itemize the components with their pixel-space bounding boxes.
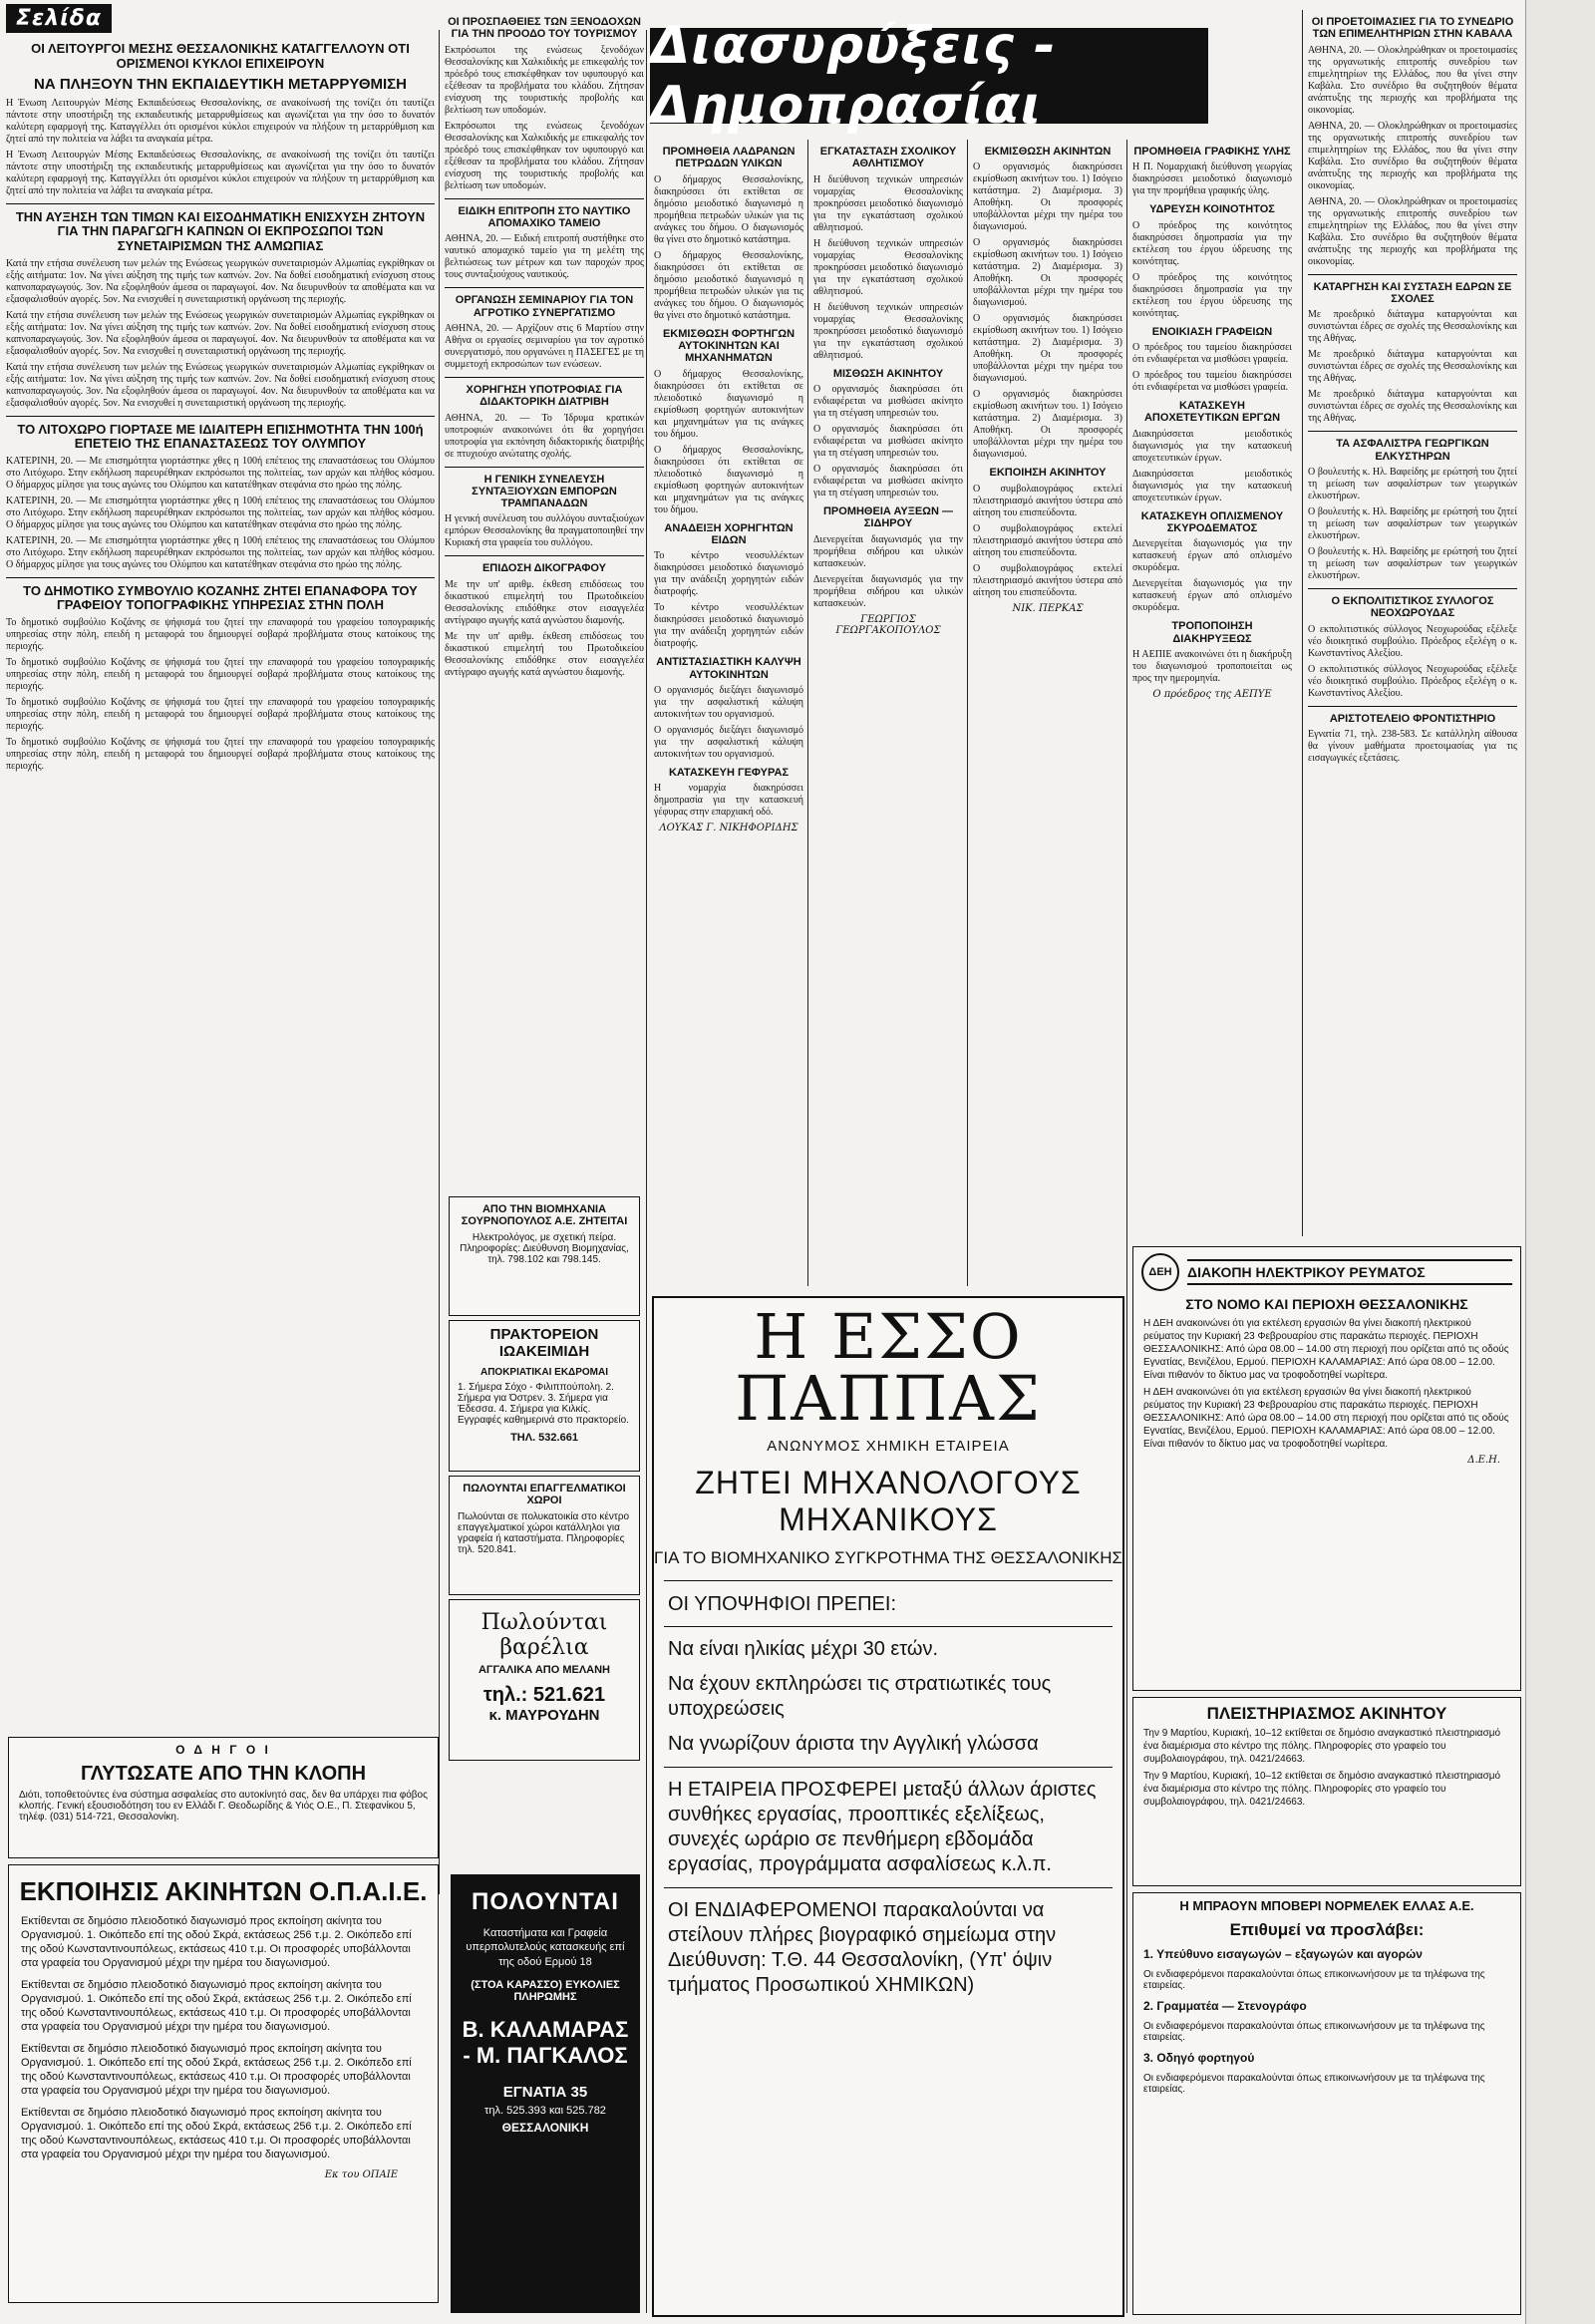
esso-offer: Η ΕΤΑΙΡΕΙΑ ΠΡΟΣΦΕΡΕΙ μεταξύ άλλων άριστες συνθήκες εργασίας, προοπτικές εξελίξεως, συνεχές ωράριο σε πενθήμερη εβδομάδα εργασίας, προγράμματα ασφαλίσεως κ.λ.π. xyxy=(668,1779,1097,1876)
esso-apply: ΟΙ ΕΝΔΙΑΦΕΡΟΜΕΝΟΙ παρακαλούνται να στείλουν πλήρες βιογραφικό σημείωμα στην Διεύθυνση: Τ.Θ. 44 Θεσσαλονίκη, (Υπ' όψιν τμήματος Προσωπικού ΧΗΜΙΚΩΝ) xyxy=(668,1899,1057,1997)
column-rule xyxy=(646,30,647,2313)
article-headline: Η ΓΕΝΙΚΗ ΣΥΝΕΛΕΥΣΗ ΣΥΝΤΑΞΙΟΥΧΩΝ ΕΜΠΟΡΩΝ ΤΡΑΜΠΑΝΑΔΩΝ xyxy=(472,473,617,510)
article-text: Εκπρόσωποι της ενώσεως ξενοδόχων Θεσσαλονίκης και Χαλκιδικής με επικεφαλής τον πρόεδρό τους επισκέφθηκαν τον υφυπουργό και εξέθεσαν τα προβλήματα του κλάδου. Ζήτησαν ενίσχυση της τουριστικής προβολής και βελτίωση των υποδομών. xyxy=(445,44,644,116)
article-headline: ΧΟΡΗΓΗΣΗ ΥΠΟΤΡΟΦΙΑΣ ΓΙΑ ΔΙΔΑΚΤΟΡΙΚΗ ΔΙΑΤΡΙΒΗ xyxy=(466,383,623,409)
esso-requirements-head: ΟΙ ΥΠΟΨΗΦΙΟΙ ΠΡΕΠΕΙ: xyxy=(668,1593,897,1616)
divider xyxy=(445,287,644,288)
column-rule xyxy=(967,140,968,1286)
article-text: ΚΑΤΕΡΙΝΗ, 20. — Με επισημότητα γιορτάστηκε χθες η 100ή επέτειος της επαναστάσεως του Ολύμπου στο Λιτόχωρο. Στην εκδήλωση παρευρέθηκαν εκπρόσωποι της πολιτείας, των αρχών και πλήθος κόσμου. Ο δήμαρχος μίλησε για τους αγώνες του Ολύμπου και κατατέθηκαν στεφάνια στο ηρώο της πόλης. xyxy=(6,534,435,570)
divider xyxy=(445,198,644,199)
deh-title: ΔΙΑΚΟΠΗ ΗΛΕΚΤΡΙΚΟΥ ΡΕΥΜΑΤΟΣ xyxy=(1187,1259,1512,1285)
esso-subtitle: ΑΝΩΝΥΜΟΣ ΧΗΜΙΚΗ ΕΤΑΙΡΕΙΑ xyxy=(767,1438,1010,1455)
esso-group: ΓΙΑ ΤΟ ΒΙΟΜΗΧΑΝΙΚΟ ΣΥΓΚΡΟΤΗΜΑ ΤΗΣ ΘΕΣΣΑΛΟΝΙΚΗΣ xyxy=(654,1548,1122,1567)
article-text: ΑΘΗΝΑ, 20. — Ειδική επιτροπή συστήθηκε στο ναυτικό απομαχικό ταμείο για τη μελέτη της βελτιώσεως των μέτρων και των παροχών προς τους συνταξιούχους ναυτικούς. xyxy=(445,233,644,281)
notice-opaie: ΕΚΠΟΙΗΣΙΣ ΑΚΙΝΗΤΩΝ Ο.Π.Α.Ι.Ε. Εκτίθενται σε δημόσιο πλειοδοτικό διαγωνισμό προς εκποίηση ακίνητα του Οργανισμού. 1. Οικόπεδο επί της οδού Σκρά, εκτάσεως 256 τ.μ. 2. Οικόπεδο επί της οδού Κωνσταντινουπόλεως, εκτάσεως 410 τ.μ. Οι προσφορές υποβάλλονται στα γραφεία του Οργανισμού μέχρι την ημέρα του διαγωνισμού. Εκτίθενται σε δημόσιο πλειοδοτικό διαγωνισμό προς εκποίηση ακίνητα του Οργανισμού. 1. Οικόπεδο επί της οδού Σκρά, εκτάσεως 256 τ.μ. 2. Οικόπεδο επί της οδού Κωνσταντινουπόλεως, εκτάσεως 410 τ.μ. Οι προσφορές υποβάλλονται στα γραφεία του Οργανισμού μέχρι την ημέρα του διαγωνισμού. Εκτίθενται σε δημόσιο πλειοδοτικό διαγωνισμό προς εκποίηση ακίνητα του Οργανισμού. 1. Οικόπεδο επί της οδού Σκρά, εκτάσεως 256 τ.μ. 2. Οικόπεδο επί της οδού Κωνσταντινουπόλεως, εκτάσεως 410 τ.μ. Οι προσφορές υποβάλλονται στα γραφεία του Οργανισμού μέχρι την ημέρα του διαγωνισμού. Εκτίθενται σε δημόσιο πλειοδοτικό διαγωνισμό προς εκποίηση ακίνητα του Οργανισμού. 1. Οικόπεδο επί της οδού Σκρά, εκτάσεως 256 τ.μ. 2. Οικόπεδο επί της οδού Κωνσταντινουπόλεως, εκτάσεως 410 τ.μ. Οι προσφορές υποβάλλονται στα γραφεία του Οργανισμού μέχρι την ημέρα του διαγωνισμού. Εκ του ΟΠΑΙΕ xyxy=(8,1864,439,2303)
ad-barrels: Πωλούνται βαρέλια ΑΓΓΑΛΙΚΑ ΑΠΟ ΜΕΛΑΝΗ τηλ.: 521.621 κ. ΜΑΥΡΟΥΔΗΝ xyxy=(449,1599,640,1761)
divider xyxy=(445,467,644,468)
classified-col-b: ΕΓΚΑΤΑΣΤΑΣΗ ΣΧΟΛΙΚΟΥ ΑΘΛΗΤΙΣΜΟΥ Η διεύθυνση τεχνικών υπηρεσιών νομαρχίας Θεσσαλονίκης προκηρύσσει μειοδοτικό διαγωνισμό για την εγκατάσταση σχολικού αθλητισμού. Η διεύθυνση τεχνικών υπηρεσιών νομαρχίας Θεσσαλονίκης προκηρύσσει μειοδοτικό διαγωνισμό για την εγκατάσταση σχολικού αθλητισμού. Η διεύθυνση τεχνικών υπηρεσιών νομαρχίας Θεσσαλονίκης προκηρύσσει μειοδοτικό διαγωνισμό για την εγκατάσταση σχολικού αθλητισμού. ΜΙΣΘΩΣΗ ΑΚΙΝΗΤΟΥ Ο οργανισμός διακηρύσσει ότι ενδιαφέρεται να μισθώσει ακίνητο για τη στέγαση υπηρεσιών του. Ο οργανισμός διακηρύσσει ότι ενδιαφέρεται να μισθώσει ακίνητο για τη στέγαση υπηρεσιών του. Ο οργανισμός διακηρύσσει ότι ενδιαφέρεται να μισθώσει ακίνητο για τη στέγαση υπηρεσιών του. ΠΡΟΜΗΘΕΙΑ ΑΥΞΕΩΝ — ΣΙΔΗΡΟΥ Διενεργείται διαγωνισμός για την προμήθεια σιδήρου και υλικών κατασκευών. Διενεργείται διαγωνισμός για την προμήθεια σιδήρου και υλικών κατασκευών. ΓΕΩΡΓΙΟΣ ΓΕΩΡΓΑΚΟΠΟΥΛΟΣ xyxy=(813,146,963,636)
column-rule xyxy=(807,140,808,1286)
article-text: ΑΘΗΝΑ, 20. — Αρχίζουν στις 6 Μαρτίου στην Αθήνα οι εργασίες σεμιναρίου για τον αγροτικό συνεργατισμό, που οργανώνει η ΠΑΣΕΓΕΣ με τη συμμετοχή εκπροσώπων των ενώσεων. xyxy=(445,322,644,370)
article-text: Το δημοτικό συμβούλιο Κοζάνης σε ψήφισμά του ζητεί την επαναφορά του γραφείου τοπογραφικής υπηρεσίας στην πόλη, επειδή η μεταφορά του δημιουργεί σοβαρά προβλήματα στους κατοίκους της περιοχής. xyxy=(6,656,435,692)
divider xyxy=(664,1580,1113,1581)
esso-req-2: Να έχουν εκπληρώσει τις στρατιωτικές τους υποχρεώσεις xyxy=(668,1673,1052,1721)
article-text: ΚΑΤΕΡΙΝΗ, 20. — Με επισημότητα γιορτάστηκε χθες η 100ή επέτειος της επαναστάσεως του Ολύμπου στο Λιτόχωρο. Στην εκδήλωση παρευρέθηκαν εκπρόσωποι της πολιτείας, των αρχών και πλήθος κόσμου. Ο δήμαρχος μίλησε για τους αγώνες του Ολύμπου και κατατέθηκαν στεφάνια στο ηρώο της πόλης. xyxy=(6,495,435,530)
article-text: Το δημοτικό συμβούλιο Κοζάνης σε ψήφισμά του ζητεί την επαναφορά του γραφείου τοπογραφικής υπηρεσίας στην πόλη, επειδή η μεταφορά του δημιουργεί σοβαρά προβλήματα στους κατοίκους της περιοχής. xyxy=(6,736,435,772)
divider xyxy=(445,377,644,378)
section-label: Σελίδα xyxy=(6,4,112,33)
notice-odigoi: Ο Δ Η Γ Ο Ι ΓΛΥΤΩΣΑΤΕ ΑΠΟ ΤΗΝ ΚΛΟΠΗ Διότι, τοποθετούντες ένα σύστημα ασφαλείας στο αυτοκίνητό σας, δεν θα υπάρχει πια φόβος κλοπής. Γενική εξουσιοδότηση του εν Ελλάδι Γ. Θεοδωρίδης & Υιός Ο.Ε., Π. Στεφανίκου 5, τηλέφ. (031) 514-721, Θεσσαλονίκη. xyxy=(8,1737,439,1858)
divider xyxy=(6,577,435,578)
classified-col-d: ΠΡΟΜΗΘΕΙΑ ΓΡΑΦΙΚΗΣ ΥΛΗΣ Η Π. Νομαρχιακή διεύθυνση γεωργίας διακηρύσσει μειοδοτικό διαγωνισμό για την προμήθεια γραφικής ύλης. ΥΔΡΕΥΣΗ ΚΟΙΝΟΤΗΤΟΣ Ο πρόεδρος της κοινότητος διακηρύσσει δημοπρασία για την εκτέλεση του έργου ύδρευσης της κοινότητας. Ο πρόεδρος της κοινότητος διακηρύσσει δημοπρασία για την εκτέλεση του έργου ύδρευσης της κοινότητας. ΕΝΟΙΚΙΑΣΗ ΓΡΑΦΕΙΩΝ Ο πρόεδρος του ταμείου διακηρύσσει ότι ενδιαφέρεται να μισθώσει γραφεία. Ο πρόεδρος του ταμείου διακηρύσσει ότι ενδιαφέρεται να μισθώσει γραφεία. ΚΑΤΑΣΚΕΥΗ ΑΠΟΧΕΤΕΥΤΙΚΩΝ ΕΡΓΩΝ Διακηρύσσεται μειοδοτικός διαγωνισμός για την κατασκευή αποχετευτικών έργων. Διακηρύσσεται μειοδοτικός διαγωνισμός για την κατασκευή αποχετευτικών έργων. ΚΑΤΑΣΚΕΥΗ ΟΠΛΙΣΜΕΝΟΥ ΣΚΥΡΟΔΕΜΑΤΟΣ Διενεργείται διαγωνισμός για την κατασκευή έργων από οπλισμένο σκυρόδεμα. Διενεργείται διαγωνισμός για την κατασκευή έργων από οπλισμένο σκυρόδεμα. ΤΡΟΠΟΠΟΙΗΣΗ ΔΙΑΚΗΡΥΞΕΩΣ Η ΑΕΠΙΕ ανακοινώνει ότι η διακήρυξη του διαγωνισμού τροποποιείται ως προς την ημερομηνία. Ο πρόεδρος της ΑΕΠΥΕ xyxy=(1132,146,1292,700)
divider xyxy=(445,555,644,556)
esso-title: Η ΕΣΣΟ ΠΑΠΠΑΣ xyxy=(735,1300,1042,1435)
column-rule xyxy=(439,30,440,1894)
divider xyxy=(664,1767,1113,1768)
article-headline: ΟΙ ΠΡΟΣΠΑΘΕΙΕΣ ΤΩΝ ΞΕΝΟΔΟΧΩΝ ΓΙΑ ΤΗΝ ΠΡΟΟΔΟ ΤΟΥ ΤΟΥΡΙΣΜΟΥ xyxy=(448,16,641,41)
notice-headline: ΕΠΙΔΟΣΗ ΔΙΚΟΓΡΑΦΟΥ xyxy=(481,562,607,575)
article-text: ΑΘΗΝΑ, 20. — Το Ίδρυμα κρατικών υποτροφιών ανακοινώνει ότι θα χορηγήσει υποτροφία για εκπόνηση διδακτορικής διατριβής σε πτυχιούχο ανώτατης σχολής. xyxy=(445,412,644,460)
divider xyxy=(6,416,435,417)
top-subhead: ΝΑ ΠΛΗΞΟΥΝ ΤΗΝ ΕΚΠΑΙΔΕΥΤΙΚΗ ΜΕΤΑΡΡΥΘΜΙΣΗ xyxy=(33,76,408,94)
divider xyxy=(6,203,435,204)
top-headline: ΟΙ ΛΕΙΤΟΥΡΓΟΙ ΜΕΣΗΣ ΘΕΣΣΑΛΟΝΙΚΗΣ ΚΑΤΑΓΓΕΛΛΟΥΝ ΟΤΙ ΟΡΙΣΜΕΝΟΙ ΚΥΚΛΟΙ ΕΠΙΧΕΙΡΟΥΝ xyxy=(31,41,410,71)
section-banner: Διασυρύξεις - Δημοπρασίαι xyxy=(650,28,1208,124)
divider xyxy=(664,1626,1113,1627)
deh-logo: ΔΕΗ xyxy=(1141,1253,1179,1291)
article-headline: ΤΗΝ ΑΥΞΗΣΗ ΤΩΝ ΤΙΜΩΝ ΚΑΙ ΕΙΣΟΔΗΜΑΤΙΚΗ ΕΝΙΣΧΥΣΗ ΖΗΤΟΥΝ ΓΙΑ ΤΗΝ ΠΑΡΑΓΩΓΗ ΚΑΠΝΩΝ ΟΙ ΕΚΠΡΟΣΩΠΟΙ ΤΩΝ ΣΥΝΕΤΑΙΡΙΣΜΩΝ ΤΗΣ ΑΛΜΩΠΙΑΣ xyxy=(15,208,426,253)
article-text: Η γενική συνέλευση του συλλόγου συνταξιούχων εμπόρων Θεσσαλονίκης θα πραγματοποιηθεί την Κυριακή στα γραφεία του συλλόγου. xyxy=(445,513,644,549)
article-headline: ΟΡΓΑΝΩΣΗ ΣΕΜΙΝΑΡΙΟΥ ΓΙΑ ΤΟΝ ΑΓΡΟΤΙΚΟ ΣΥΝΕΡΓΑΤΙΣΜΟ xyxy=(455,294,634,319)
article-text: Κατά την ετήσια συνέλευση των μελών της Ενώσεως γεωργικών συνεταιρισμών Αλμωπίας εγκρίθηκαν οι εξής αιτήματα: 1ον. Να γίνει αύξηση της τιμής των καπνών. 2ον. Να δοθεί εισοδηματική ενίσχυση στους καπνοπαραγωγούς. 3ον. Να εξοφληθούν άμεσα οι παραγωγοί. 4ον. Να διευρυνθούν τα αποθέματα και να εξασφαλισθούν αγορές. 5ον. Να ενισχυθεί η συνεταιριστική οργάνωση της περιοχής. xyxy=(6,309,435,357)
article-text: Κατά την ετήσια συνέλευση των μελών της Ενώσεως γεωργικών συνεταιρισμών Αλμωπίας εγκρίθηκαν οι εξής αιτήματα: 1ον. Να γίνει αύξηση της τιμής των καπνών. 2ον. Να δοθεί εισοδηματική ενίσχυση στους καπνοπαραγωγούς. 3ον. Να εξοφληθούν άμεσα οι παραγωγοί. 4ον. Να διευρυνθούν τα αποθέματα και να εξασφαλισθούν αγορές. 5ον. Να ενισχυθεί η συνεταιριστική οργάνωση της περιοχής. xyxy=(6,361,435,409)
article-text: ΚΑΤΕΡΙΝΗ, 20. — Με επισημότητα γιορτάστηκε χθες η 100ή επέτειος της επαναστάσεως του Ολύμπου στο Λιτόχωρο. Στην εκδήλωση παρευρέθηκαν εκπρόσωποι της πολιτείας, των αρχών και πλήθος κόσμου. Ο δήμαρχος μίλησε για τους αγώνες του Ολύμπου και κατατέθηκαν στεφάνια στο ηρώο της πόλης. xyxy=(6,455,435,491)
esso-req-3: Να γνωρίζουν άριστα την Αγγλική γλώσσα xyxy=(668,1733,1039,1756)
esso-seeking: ΖΗΤΕΙ ΜΗΧΑΝΟΛΟΓΟΥΣ ΜΗΧΑΝΙΚΟΥΣ xyxy=(695,1465,1082,1537)
article-text: Εκπρόσωποι της ενώσεως ξενοδόχων Θεσσαλονίκης και Χαλκιδικής με επικεφαλής τον πρόεδρό τους επισκέφθηκαν τον υφυπουργό και εξέθεσαν τα προβλήματα του κλάδου. Ζήτησαν ενίσχυση της τουριστικής προβολής και βελτίωση των υποδομών. xyxy=(445,120,644,191)
column-rule xyxy=(1302,10,1303,1236)
deh-headline: ΣΤΟ ΝΟΜΟ ΚΑΙ ΠΕΡΙΟΧΗ ΘΕΣΣΑΛΟΝΙΚΗΣ xyxy=(1185,1296,1468,1312)
adjacent-page-edge xyxy=(1525,0,1595,2324)
right-column: ΟΙ ΠΡΟΕΤΟΙΜΑΣΙΕΣ ΓΙΑ ΤΟ ΣΥΝΕΔΡΙΟ ΤΩΝ ΕΠΙΜΕΛΗΤΗΡΙΩΝ ΣΤΗΝ ΚΑΒΑΛΑ ΑΘΗΝΑ, 20. — Ολοκληρώθηκαν οι προετοιμασίες της οργανωτικής επιτροπής συνεδρίου των επιμελητηρίων της Ελλάδος, που θα γίνει στην Καβάλα. Στο συνέδριο θα συζητηθούν θέματα ανάπτυξης της περιοχής και προβλήματα της οικονομίας. ΑΘΗΝΑ, 20. — Ολοκληρώθηκαν οι προετοιμασίες της οργανωτικής επιτροπής συνεδρίου των επιμελητηρίων της Ελλάδος, που θα γίνει στην Καβάλα. Στο συνέδριο θα συζητηθούν θέματα ανάπτυξης της περιοχής και προβλήματα της οικονομίας. ΑΘΗΝΑ, 20. — Ολοκληρώθηκαν οι προετοιμασίες της οργανωτικής επιτροπής συνεδρίου των επιμελητηρίων της Ελλάδος, που θα γίνει στην Καβάλα. Στο συνέδριο θα συζητηθούν θέματα ανάπτυξης της περιοχής και προβλήματα της οικονομίας. ΚΑΤΑΡΓΗΣΗ ΚΑΙ ΣΥΣΤΑΣΗ ΕΔΡΩΝ ΣΕ ΣΧΟΛΕΣ Με προεδρικό διάταγμα καταργούνται και συνιστώνται έδρες σε σχολές της Θεσσαλονίκης και της Αθήνας. Με προεδρικό διάταγμα καταργούνται και συνιστώνται έδρες σε σχολές της Θεσσαλονίκης και της Αθήνας. Με προεδρικό διάταγμα καταργούνται και συνιστώνται έδρες σε σχολές της Θεσσαλονίκης και της Αθήνας. ΤΑ ΑΣΦΑΛΙΣΤΡΑ ΓΕΩΡΓΙΚΩΝ ΕΛΚΥΣΤΗΡΩΝ Ο βουλευτής κ. Ηλ. Βαφείδης με ερώτησή του ζητεί τη μείωση των ασφαλίστρων των γεωργικών ελκυστήρων. Ο βουλευτής κ. Ηλ. Βαφείδης με ερώτησή του ζητεί τη μείωση των ασφαλίστρων των γεωργικών ελκυστήρων. Ο βουλευτής κ. Ηλ. Βαφείδης με ερώτησή του ζητεί τη μείωση των ασφαλίστρων των γεωργικών ελκυστήρων. Ο ΕΚΠΟΛΙΤΙΣΤΙΚΟΣ ΣΥΛΛΟΓΟΣ ΝΕΟΧΩΡΟΥΔΑΣ Ο εκπολιτιστικός σύλλογος Νεοχωρούδας εξέλεξε νέο διοικητικό συμβούλιο. Πρόεδρος εξελέγη ο κ. Κωνσταντίνος Αλεξίου. Ο εκπολιτιστικός σύλλογος Νεοχωρούδας εξέλεξε νέο διοικητικό συμβούλιο. Πρόεδρος εξελέγη ο κ. Κωνσταντίνος Αλεξίου. ΑΡΙΣΤΟΤΕΛΕΙΟ ΦΡΟΝΤΙΣΤΗΡΙΟ Εγνατία 71, τηλ. 238-583. Σε κατάλληλη αίθουσα θα γίνουν μαθήματα προετοιμασίας για τις εισαγωγικές εξετάσεις. xyxy=(1308,16,1517,764)
article-text: Το δημοτικό συμβούλιο Κοζάνης σε ψήφισμά του ζητεί την επαναφορά του γραφείου τοπογραφικής υπηρεσίας στην πόλη, επειδή η μεταφορά του δημιουργεί σοβαρά προβλήματα στους κατοίκους της περιοχής. xyxy=(6,696,435,732)
ad-murray-hiring: Η ΜΠΡΑΟΥΝ ΜΠΟΒΕΡΙ ΝΟΡΜΕΛΕΚ ΕΛΛΑΣ Α.Ε. Επιθυμεί να προσλάβει: 1. Υπεύθυνο εισαγωγών – εξαγωγών και αγορών Οι ενδιαφερόμενοι παρακαλούνται όπως επικοινωνήσουν με τα τηλέφωνα της εταιρείας. 2. Γραμματέα — Στενογράφο Οι ενδιαφερόμενοι παρακαλούνται όπως επικοινωνήσουν με τα τηλέφωνα της εταιρείας. 3. Οδηγό φορτηγού Οι ενδιαφερόμενοι παρακαλούνται όπως επικοινωνήσουν με τα τηλέφωνα της εταιρείας. xyxy=(1132,1892,1521,2315)
notice-deh-power-cut: ΔΕΗ ΔΙΑΚΟΠΗ ΗΛΕΚΤΡΙΚΟΥ ΡΕΥΜΑΤΟΣ ΣΤΟ ΝΟΜΟ ΚΑΙ ΠΕΡΙΟΧΗ ΘΕΣΣΑΛΟΝΙΚΗΣ Η ΔΕΗ ανακοινώνει ότι για εκτέλεση εργασιών θα γίνει διακοπή ηλεκτρικού ρεύματος την Κυριακή 23 Φεβρουαρίου στις παρακάτω περιοχές. ΠΕΡΙΟΧΗ ΘΕΣΣΑΛΟΝΙΚΗΣ: Από ώρα 08.00 – 14.00 στη περιοχή που ορίζεται από τις οδούς Εγνατίας, Βενιζέλου, Ερμού. ΠΕΡΙΟΧΗ ΚΑΛΑΜΑΡΙΑΣ: Από ώρα 08.00 – 12.00. Είναι πιθανόν το δίκτυο μας να τροφοδοτηθεί νωρίτερα. Η ΔΕΗ ανακοινώνει ότι για εκτέλεση εργασιών θα γίνει διακοπή ηλεκτρικού ρεύματος την Κυριακή 23 Φεβρουαρίου στις παρακάτω περιοχές. ΠΕΡΙΟΧΗ ΘΕΣΣΑΛΟΝΙΚΗΣ: Από ώρα 08.00 – 14.00 στη περιοχή που ορίζεται από τις οδούς Εγνατίας, Βενιζέλου, Ερμού. ΠΕΡΙΟΧΗ ΚΑΛΑΜΑΡΙΑΣ: Από ώρα 08.00 – 12.00. Είναι πιθανόν το δίκτυο μας να τροφοδοτηθεί νωρίτερα. Δ.Ε.Η. xyxy=(1132,1246,1521,1691)
article-headline: ΤΟ ΛΙΤΟΧΩΡΟ ΓΙΟΡΤΑΣΕ ΜΕ ΙΔΙΑΙΤΕΡΗ ΕΠΙΣΗΜΟΤΗΤΑ ΤΗΝ 100ή ΕΠΕΤΕΙΟ ΤΗΣ ΕΠΑΝΑΣΤΑΣΕΩΣ ΤΟΥ ΟΛΥΜΠΟΥ xyxy=(17,421,424,452)
esso-req-1: Να είναι ηλικίας μέχρι 30 ετών. xyxy=(668,1638,939,1661)
article-text: Κατά την ετήσια συνέλευση των μελών της Ενώσεως γεωργικών συνεταιρισμών Αλμωπίας εγκρίθηκαν οι εξής αιτήματα: 1ον. Να γίνει αύξηση της τιμής των καπνών. 2ον. Να δοθεί εισοδηματική ενίσχυση στους καπνοπαραγωγούς. 3ον. Να εξοφληθούν άμεσα οι παραγωγοί. 4ον. Να διευρυνθούν τα αποθέματα και να εξασφαλισθούν αγορές. 5ον. Να ενισχυθεί η συνεταιριστική οργάνωση της περιοχής. xyxy=(6,257,435,305)
classified-col-a: ΠΡΟΜΗΘΕΙΑ ΛΑΔΡΑΝΩΝ ΠΕΤΡΩΔΩΝ ΥΛΙΚΩΝ Ο δήμαρχος Θεσσαλονίκης, διακηρύσσει ότι εκτίθεται σε δημόσιο μειοδοτικό διαγωνισμό η προμήθεια πετρωδών υλικών για τις ανάγκες του δήμου. Ο διαγωνισμός θα γίνει στο δημοτικό κατάστημα. Ο δήμαρχος Θεσσαλονίκης, διακηρύσσει ότι εκτίθεται σε δημόσιο μειοδοτικό διαγωνισμό η προμήθεια πετρωδών υλικών για τις ανάγκες του δήμου. Ο διαγωνισμός θα γίνει στο δημοτικό κατάστημα. ΕΚΜΙΣΘΩΣΗ ΦΟΡΤΗΓΩΝ ΑΥΤΟΚΙΝΗΤΩΝ ΚΑΙ ΜΗΧΑΝΗΜΑΤΩΝ Ο δήμαρχος Θεσσαλονίκης, διακηρύσσει ότι εκτίθεται σε πλειοδοτικό διαγωνισμό η εκμίσθωση φορτηγών αυτοκινήτων και μηχανημάτων για τις ανάγκες του δήμου. Ο δήμαρχος Θεσσαλονίκης, διακηρύσσει ότι εκτίθεται σε πλειοδοτικό διαγωνισμό η εκμίσθωση φορτηγών αυτοκινήτων και μηχανημάτων για τις ανάγκες του δήμου. ΑΝΑΔΕΙΞΗ ΧΟΡΗΓΗΤΩΝ ΕΙΔΩΝ Το κέντρο νεοσυλλέκτων διακηρύσσει μειοδοτικό διαγωνισμό για την ανάδειξη χορηγητών ειδών διατροφής. Το κέντρο νεοσυλλέκτων διακηρύσσει μειοδοτικό διαγωνισμό για την ανάδειξη χορηγητών ειδών διατροφής. ΑΝΤΙΣΤΑΣΙΑΣΤΙΚΗ ΚΑΛΥΨΗ ΑΥΤΟΚΙΝΗΤΩΝ Ο οργανισμός διεξάγει διαγωνισμό για την ασφαλιστική κάλυψη αυτοκινήτων του οργανισμού. Ο οργανισμός διεξάγει διαγωνισμό για την ασφαλιστική κάλυψη αυτοκινήτων του οργανισμού. ΚΑΤΑΣΚΕΥΗ ΓΕΦΥΡΑΣ Η νομαρχία διακηρύσσει δημοπρασία για την κατασκευή γέφυρας στην επαρχιακή οδό. ΛΟΥΚΑΣ Γ. ΝΙΚΗΦΟΡΙΔΗΣ xyxy=(654,146,803,834)
notice-text: Με την υπ' αριθμ. έκθεση επιδόσεως του δικαστικού επιμελητή του Πρωτοδικείου Θεσσαλονίκης επιδόθηκε στον εισαγγελέα αντίγραφο αγωγής κατά αγνώστου διαμονής. xyxy=(445,630,644,678)
article-headline: ΕΙΔΙΚΗ ΕΠΙΤΡΟΠΗ ΣΤΟ ΝΑΥΤΙΚΟ ΑΠΟΜΑΧΙΚΟ ΤΑΜΕΙΟ xyxy=(458,204,631,229)
divider xyxy=(664,1887,1113,1888)
classified-col-c: ΕΚΜΙΣΘΩΣΗ ΑΚΙΝΗΤΩΝ Ο οργανισμός διακηρύσσει εκμίσθωση ακινήτων του. 1) Ισόγειο κατάστημα. 2) Διαμέρισμα. 3) Αποθήκη. Οι προσφορές υποβάλλονται μέχρι την ημέρα του διαγωνισμού. Ο οργανισμός διακηρύσσει εκμίσθωση ακινήτων του. 1) Ισόγειο κατάστημα. 2) Διαμέρισμα. 3) Αποθήκη. Οι προσφορές υποβάλλονται μέχρι την ημέρα του διαγωνισμού. Ο οργανισμός διακηρύσσει εκμίσθωση ακινήτων του. 1) Ισόγειο κατάστημα. 2) Διαμέρισμα. 3) Αποθήκη. Οι προσφορές υποβάλλονται μέχρι την ημέρα του διαγωνισμού. Ο οργανισμός διακηρύσσει εκμίσθωση ακινήτων του. 1) Ισόγειο κατάστημα. 2) Διαμέρισμα. 3) Αποθήκη. Οι προσφορές υποβάλλονται μέχρι την ημέρα του διαγωνισμού. ΕΚΠΟΙΗΣΗ ΑΚΙΝΗΤΟΥ Ο συμβολαιογράφος εκτελεί πλειστηριασμό ακινήτου ύστερα από αίτηση του επισπεύδοντα. Ο συμβολαιογράφος εκτελεί πλειστηριασμό ακινήτου ύστερα από αίτηση του επισπεύδοντα. Ο συμβολαιογράφος εκτελεί πλειστηριασμό ακινήτου ύστερα από αίτηση του επισπεύδοντα. ΝΙΚ. ΠΕΡΚΑΣ xyxy=(973,146,1122,614)
ad-ioakeimidis: ΠΡΑΚΤΟΡΕΙΟΝ ΙΩΑΚΕΙΜΙΔΗ ΑΠΟΚΡΙΑΤΙΚΑΙ ΕΚΔΡΟΜΑΙ 1. Σήμερα Σόχο - Φιλιππούπολη. 2. Σήμερα για Όστρεν. 3. Σήμερα για Έδεσσα. 4. Σήμερα για Κιλκίς. Εγγραφές καθημερινά στο πρακτορείο. ΤΗΛ. 532.661 xyxy=(449,1320,640,1472)
article-text: Η Ένωση Λειτουργών Μέσης Εκπαιδεύσεως Θεσσαλονίκης, σε ανακοίνωσή της τονίζει ότι ταυτίζει πάντοτε στην υποστήριξη της εκπαιδευτικής μεταρρυθμίσεως και αγωνίζεται για την όσο το δυνατόν καλύτερη εφαρμογή της. Καταγγέλλει ότι ορισμένοι κύκλοι επιχειρούν να πλήξουν τη μεταρρύθμιση και ζητεί από την πολιτεία να λάβει τα αναγκαία μέτρα. xyxy=(6,149,435,196)
article-text: Η Ένωση Λειτουργών Μέσης Εκπαιδεύσεως Θεσσαλονίκης, σε ανακοίνωσή της τονίζει ότι ταυτίζει πάντοτε στην υποστήριξη της εκπαιδευτικής μεταρρυθμίσεως και αγωνίζεται για την όσο το δυνατόν καλύτερη εφαρμογή της. Καταγγέλλει ότι ορισμένοι κύκλοι επιχειρούν να πλήξουν τη μεταρρύθμιση και ζητεί από την πολιτεία να λάβει τα αναγκαία μέτρα. xyxy=(6,97,435,145)
ad-professional-spaces: ΠΩΛΟΥΝΤΑΙ ΕΠΑΓΓΕΛΜΑΤΙΚΟΙ ΧΩΡΟΙ Πωλούνται σε πολυκατοικία στο κέντρο επαγγελματικοί χώροι κατάλληλοι για γραφεία ή καταστήματα. Πληροφορίες τηλ. 520.841. xyxy=(449,1476,640,1595)
notice-text: Με την υπ' αριθμ. έκθεση επιδόσεως του δικαστικού επιμελητή του Πρωτοδικείου Θεσσαλονίκης επιδόθηκε στον εισαγγελέα αντίγραφο αγωγής κατά αγνώστου διαμονής. xyxy=(445,578,644,626)
article-text: Το δημοτικό συμβούλιο Κοζάνης σε ψήφισμά του ζητεί την επαναφορά του γραφείου τοπογραφικής υπηρεσίας στην πόλη, επειδή η μεταφορά του δημιουργεί σοβαρά προβλήματα στους κατοίκους της περιοχής. xyxy=(6,616,435,652)
notice-auction: ΠΛΕΙΣΤΗΡΙΑΣΜΟΣ ΑΚΙΝΗΤΟΥ Την 9 Μαρτίου, Κυριακή, 10–12 εκτίθεται σε δημόσιο αναγκαστικό πλειστηριασμό ένα διαμέρισμα στο κέντρο της πόλης. Πληροφορίες στο γραφείο του συμβολαιογράφου, τηλ. 0421/24663. Την 9 Μαρτίου, Κυριακή, 10–12 εκτίθεται σε δημόσιο αναγκαστικό πλειστηριασμό ένα διαμέρισμα στο κέντρο της πόλης. Πληροφορίες στο γραφείο του συμβολαιογράφου, τηλ. 0421/24663. xyxy=(1132,1697,1521,1886)
ad-shops-for-sale: ΠΟΛΟΥΝΤΑΙ Καταστήματα και Γραφεία υπερπολυτελούς κατασκευής επί της οδού Ερμού 18 (ΣΤΟΑ ΚΑΡΑΣΣΟ) ΕΥΚΟΛΙΕΣ ΠΛΗΡΩΜΗΣ Β. ΚΑΛΑΜΑΡΑΣ - Μ. ΠΑΓΚΑΛΟΣ ΕΓΝΑΤΙΑ 35 τηλ. 525.393 και 525.782 ΘΕΣΣΑΛΟΝΙΚΗ xyxy=(451,1874,640,2313)
article-headline: ΤΟ ΔΗΜΟΤΙΚΟ ΣΥΜΒΟΥΛΙΟ ΚΟΖΑΝΗΣ ΖΗΤΕΙ ΕΠΑΝΑΦΟΡΑ ΤΟΥ ΓΡΑΦΕΙΟΥ ΤΟΠΟΓΡΑΦΙΚΗΣ ΥΠΗΡΕΣΙΑΣ ΣΤΗΝ ΠΟΛΗ xyxy=(23,582,418,613)
column-1 xyxy=(6,36,435,1362)
ad-esso-pappas xyxy=(652,1296,1124,2317)
column-rule xyxy=(1126,140,1127,2313)
ad-sournopoulos: ΑΠΟ ΤΗΝ ΒΙΟΜΗΧΑΝΙΑ ΣΟΥΡΝΟΠΟΥΛΟΣ Α.Ε. ΖΗΤΕΙΤΑΙ Ηλεκτρολόγος, με σχετική πείρα. Πληροφορίες: Διεύθυνση Βιομηχανίας, τηλ. 798.102 και 798.145. xyxy=(449,1196,640,1316)
